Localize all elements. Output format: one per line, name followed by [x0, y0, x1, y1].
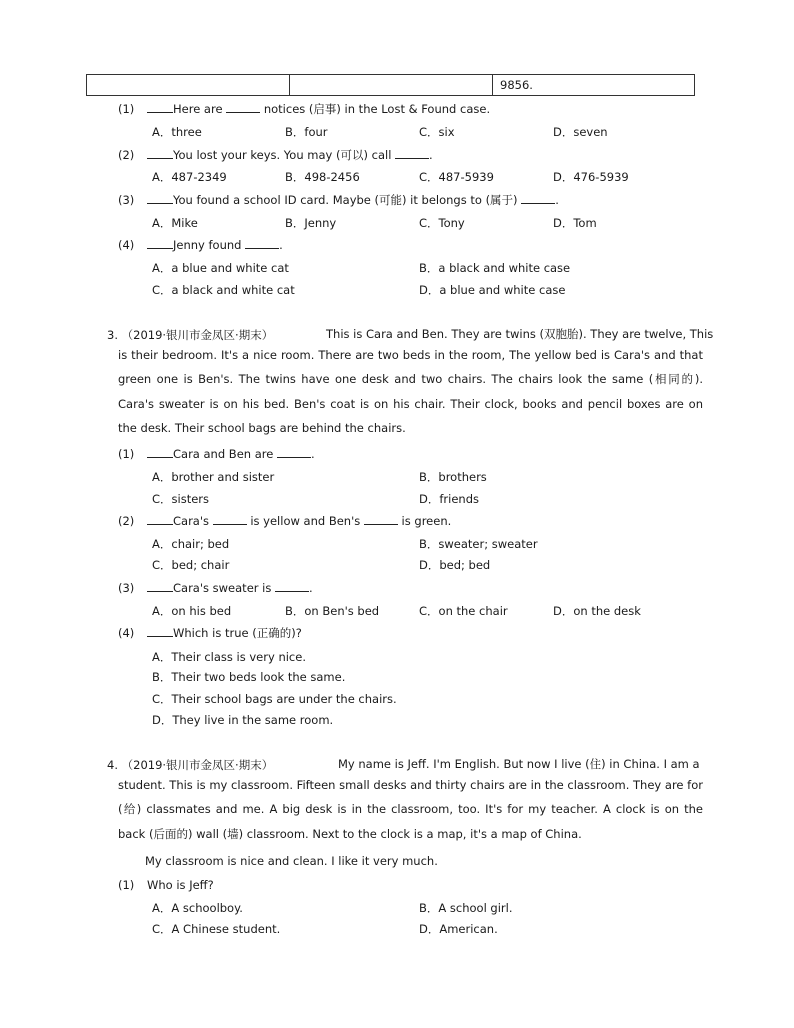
option-c[interactable]: C．487-5939	[419, 170, 494, 184]
question-number: (4)	[118, 626, 135, 640]
section-4-heading: 4. （2019·银川市金凤区·期末）	[107, 758, 274, 772]
table-cell	[87, 75, 290, 95]
option-d[interactable]: D．bed; bed	[419, 558, 491, 572]
question-stem: Cara's is yellow and Ben's is green.	[147, 514, 451, 528]
option-b[interactable]: B．498-2456	[285, 170, 360, 184]
section-3-heading: 3. （2019·银川市金凤区·期末）	[107, 328, 274, 342]
fill-blank[interactable]	[521, 193, 555, 204]
option-a[interactable]: A．Mike	[152, 216, 198, 230]
option-d[interactable]: D．American.	[419, 922, 498, 936]
question-number: (4)	[118, 238, 135, 252]
passage-first-line: This is Cara and Ben. They are twins (双胞胎). They are twelve, This	[326, 327, 714, 341]
option-c[interactable]: C．Their school bags are under the chairs.	[152, 692, 397, 706]
option-c[interactable]: C．six	[419, 125, 455, 139]
option-a[interactable]: A．brother and sister	[152, 470, 275, 484]
passage-4-paragraph-2: My classroom is nice and clean. I like it very much.	[145, 854, 438, 868]
question-stem: Who is Jeff?	[147, 878, 214, 892]
option-a[interactable]: A．Their class is very nice.	[152, 650, 306, 664]
answer-blank[interactable]	[147, 514, 173, 525]
question-stem: Here are notices (启事) in the Lost & Found case.	[147, 102, 490, 116]
option-a[interactable]: A．a blue and white cat	[152, 261, 289, 275]
question-stem: Cara's sweater is .	[147, 581, 313, 595]
question-stem: You found a school ID card. Maybe (可能) it belongs to (属于) .	[147, 193, 559, 207]
question-number: (1)	[118, 878, 135, 892]
option-a[interactable]: A．chair; bed	[152, 537, 230, 551]
option-a[interactable]: A．487-2349	[152, 170, 227, 184]
question-stem: You lost your keys. You may (可以) call .	[147, 148, 433, 162]
fill-blank[interactable]	[275, 581, 309, 592]
passage-first-line: My name is Jeff. I'm English. But now I live (住) in China. I am a	[338, 757, 700, 771]
fill-blank[interactable]	[226, 102, 260, 113]
option-a[interactable]: A．three	[152, 125, 202, 139]
fill-blank[interactable]	[395, 148, 429, 159]
option-d[interactable]: D．476-5939	[553, 170, 629, 184]
option-a[interactable]: A．on his bed	[152, 604, 232, 618]
passage-3: is their bedroom. It's a nice room. There are two beds in the room, The yellow bed is Cara's and that green one is Ben's. The twins have one desk and two chairs. The chairs look the same (相同的). Cara's sweater is on his bed. Ben's coat is on his chair. Their clock, books and pencil boxes are on the desk. Their school bags are behind the chairs.	[118, 348, 703, 435]
option-b[interactable]: B．on Ben's bed	[285, 604, 380, 618]
question-number: (1)	[118, 102, 135, 116]
table-cell: 9856.	[500, 78, 533, 92]
notice-table-row	[86, 74, 695, 96]
question-number: (2)	[118, 514, 135, 528]
answer-blank[interactable]	[147, 581, 173, 592]
option-c[interactable]: C．on the chair	[419, 604, 508, 618]
fill-blank[interactable]	[213, 514, 247, 525]
question-number: (2)	[118, 148, 135, 162]
option-b[interactable]: B．brothers	[419, 470, 487, 484]
option-b[interactable]: B．Jenny	[285, 216, 337, 230]
answer-blank[interactable]	[147, 626, 173, 637]
option-d[interactable]: D．on the desk	[553, 604, 641, 618]
option-c[interactable]: C．a black and white cat	[152, 283, 295, 297]
answer-blank[interactable]	[147, 193, 173, 204]
answer-blank[interactable]	[147, 148, 173, 159]
option-c[interactable]: C．A Chinese student.	[152, 922, 281, 936]
option-d[interactable]: D．Tom	[553, 216, 597, 230]
option-c[interactable]: C．bed; chair	[152, 558, 230, 572]
option-b[interactable]: B．Their two beds look the same.	[152, 670, 346, 684]
question-number: (3)	[118, 581, 135, 595]
option-c[interactable]: C．Tony	[419, 216, 465, 230]
option-d[interactable]: D．friends	[419, 492, 479, 506]
option-d[interactable]: D．They live in the same room.	[152, 713, 334, 727]
fill-blank[interactable]	[245, 238, 279, 249]
option-b[interactable]: B．a black and white case	[419, 261, 571, 275]
option-b[interactable]: B．sweater; sweater	[419, 537, 538, 551]
option-b[interactable]: B．A school girl.	[419, 901, 513, 915]
option-b[interactable]: B．four	[285, 125, 328, 139]
table-cell	[290, 75, 493, 95]
passage-4: student. This is my classroom. Fifteen small desks and thirty chairs are in the classroom. They are for (给) classmates and me. A big desk is in the classroom, too. It's for my teacher. A clock is on the back (后面的) wall (墙) classroom. Next to the clock is a map, it's a map of China.	[118, 778, 703, 841]
answer-blank[interactable]	[147, 102, 173, 113]
fill-blank[interactable]	[364, 514, 398, 525]
question-stem: Cara and Ben are .	[147, 447, 315, 461]
answer-blank[interactable]	[147, 447, 173, 458]
option-a[interactable]: A．A schoolboy.	[152, 901, 243, 915]
question-number: (3)	[118, 193, 135, 207]
option-c[interactable]: C．sisters	[152, 492, 210, 506]
question-stem: Which is true (正确的)?	[147, 626, 302, 640]
answer-blank[interactable]	[147, 238, 173, 249]
question-number: (1)	[118, 447, 135, 461]
question-stem: Jenny found .	[147, 238, 283, 252]
option-d[interactable]: D．seven	[553, 125, 608, 139]
option-d[interactable]: D．a blue and white case	[419, 283, 566, 297]
fill-blank[interactable]	[277, 447, 311, 458]
